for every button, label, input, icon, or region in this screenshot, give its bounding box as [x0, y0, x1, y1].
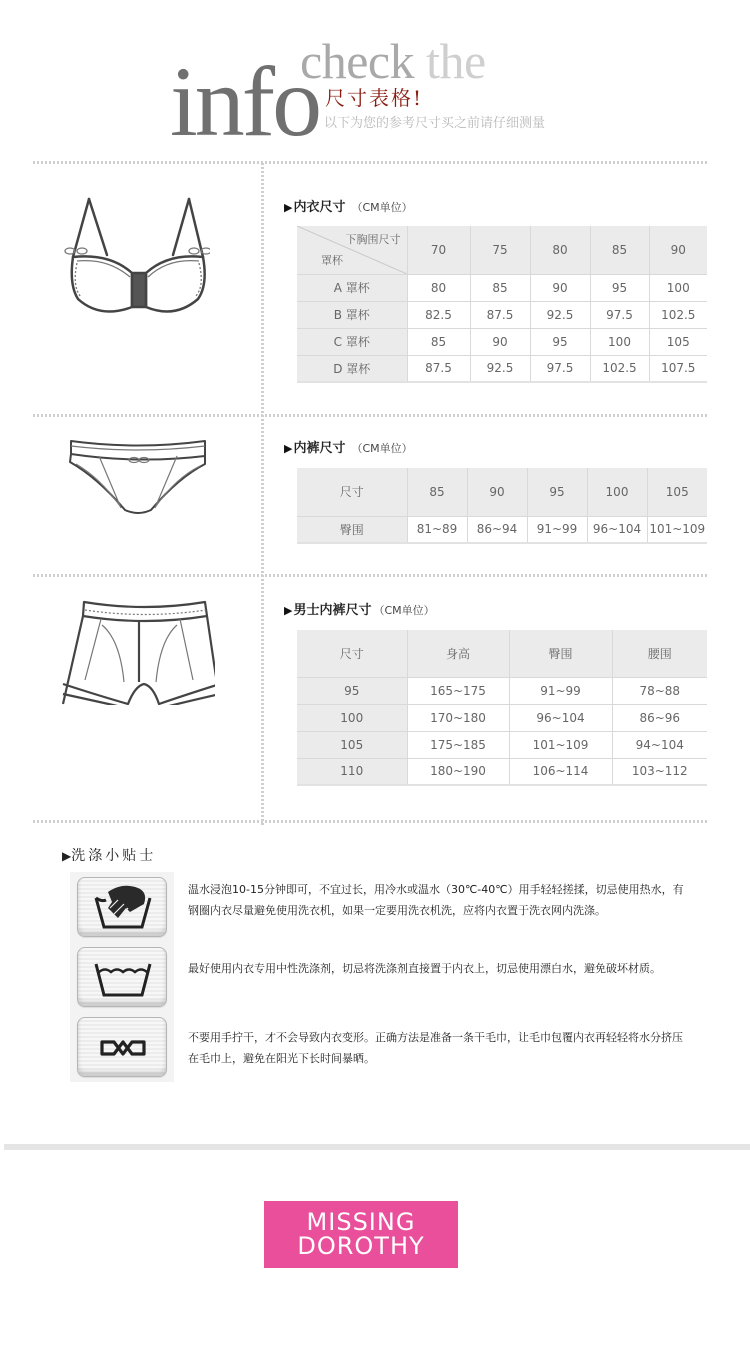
- bra-col-header: 90: [649, 226, 707, 274]
- mens-col-header: 身高: [407, 630, 509, 677]
- bra-icon: [60, 195, 210, 320]
- panty-col-header: 105: [647, 468, 707, 516]
- mens-col-header: 尺寸: [297, 630, 407, 677]
- header-check-word: check: [300, 33, 415, 89]
- bra-cell: 97.5: [530, 355, 590, 382]
- header-the-word: the: [426, 33, 486, 89]
- panty-cell: 81~89: [407, 516, 467, 543]
- mens-col-header: 腰围: [612, 630, 707, 677]
- panty-cell: 101~109: [647, 516, 707, 543]
- table-row: [297, 731, 707, 758]
- bra-cell: 90: [530, 274, 590, 301]
- bra-row-label: B 罩杯: [297, 301, 407, 328]
- mens-size-table: [297, 630, 707, 786]
- panty-size-unit: （CM单位）: [351, 442, 413, 455]
- bra-size-title: 内衣尺寸: [293, 200, 346, 215]
- cup-label: 罩杯: [321, 253, 343, 267]
- mens-cell: 170~180: [407, 704, 509, 731]
- wash-basin-icon: [77, 947, 167, 1007]
- wash-tips-heading: [62, 845, 156, 865]
- wash-tips-title: 洗涤小贴士: [71, 848, 157, 864]
- mens-col-header: 臀围: [509, 630, 612, 677]
- brand-line-2: DOROTHY: [297, 1232, 425, 1260]
- bra-cell: 87.5: [407, 355, 470, 382]
- wash-tip-1: 温水浸泡10-15分钟即可，不宜过长，用冷水或温水（30℃-40℃）用手轻轻搓揉，切忌使用热水，有钢圈内衣尽量避免使用洗衣机，如果一定要用洗衣机洗，应将内衣置于洗衣网内洗涤。: [188, 883, 684, 917]
- bra-size-table: [297, 226, 707, 383]
- bra-size-unit: （CM单位）: [351, 201, 413, 214]
- table-row: [297, 630, 707, 677]
- mens-cell: 96~104: [509, 704, 612, 731]
- table-row: [297, 301, 707, 328]
- table-row: [297, 328, 707, 355]
- bra-cell: 95: [530, 328, 590, 355]
- mens-cell: 78~88: [612, 677, 707, 704]
- bra-col-header: 70: [407, 226, 470, 274]
- bra-cell: 85: [407, 328, 470, 355]
- footer-divider: [4, 1144, 750, 1150]
- panty-col-header: 90: [467, 468, 527, 516]
- panty-col-header: 85: [407, 468, 467, 516]
- table-row: [297, 516, 707, 543]
- panty-col-header: 95: [527, 468, 587, 516]
- divider-3: [33, 574, 707, 577]
- mens-cell: 101~109: [509, 731, 612, 758]
- panty-cell: 96~104: [587, 516, 647, 543]
- mens-cell: 86~96: [612, 704, 707, 731]
- mens-cell: 180~190: [407, 758, 509, 785]
- bra-cell: 102.5: [649, 301, 707, 328]
- mens-row-label: 110: [297, 758, 407, 785]
- divider-2: [33, 414, 707, 417]
- bra-cell: 102.5: [590, 355, 649, 382]
- panty-cell: 91~99: [527, 516, 587, 543]
- bra-cell: 105: [649, 328, 707, 355]
- bra-cell: 87.5: [470, 301, 530, 328]
- bra-cell: 82.5: [407, 301, 470, 328]
- bra-cell: 80: [407, 274, 470, 301]
- triangle-right-icon: ▶: [62, 849, 72, 863]
- mens-cell: 106~114: [509, 758, 612, 785]
- bra-size-heading: [284, 196, 413, 215]
- table-row: [297, 355, 707, 382]
- table-row: [297, 274, 707, 301]
- panty-header-label: 尺寸: [297, 468, 407, 516]
- mens-row-label: 100: [297, 704, 407, 731]
- panty-size-title: 内裤尺寸: [293, 441, 346, 456]
- underbust-label: 下胸围尺寸: [345, 233, 401, 246]
- triangle-right-icon: ▶: [284, 201, 293, 214]
- bra-row-label: A 罩杯: [297, 274, 407, 301]
- boxer-illustration: [60, 600, 215, 709]
- bra-cell: 97.5: [590, 301, 649, 328]
- bra-col-header: 80: [530, 226, 590, 274]
- bra-cell: 107.5: [649, 355, 707, 382]
- divider-4: [33, 820, 707, 823]
- mens-row-label: 95: [297, 677, 407, 704]
- bra-cell: 85: [470, 274, 530, 301]
- header-info-word: info: [170, 46, 320, 157]
- bra-table-corner-cell: [297, 226, 407, 274]
- mens-cell: 165~175: [407, 677, 509, 704]
- mens-cell: 91~99: [509, 677, 612, 704]
- triangle-right-icon: ▶: [284, 604, 293, 617]
- mens-size-unit: （CM单位）: [373, 604, 435, 617]
- mens-size-heading: [284, 599, 435, 618]
- brand-line-1: MISSING: [306, 1208, 416, 1236]
- header-size-chart-title: 尺寸表格!: [325, 86, 424, 110]
- mens-size-title: 男士内裤尺寸: [293, 603, 372, 618]
- bra-row-label: C 罩杯: [297, 328, 407, 355]
- bra-cell: 95: [590, 274, 649, 301]
- panty-size-heading: [284, 437, 413, 456]
- wash-icon-column: [70, 872, 174, 1082]
- brand-logo: [264, 1201, 458, 1268]
- bra-cell: 90: [470, 328, 530, 355]
- do-not-wring-icon: [77, 1017, 167, 1077]
- bra-cell: 92.5: [470, 355, 530, 382]
- bra-illustration: [60, 195, 210, 324]
- header-check-the: [300, 34, 486, 88]
- divider-vertical: [261, 163, 264, 827]
- mens-cell: 175~185: [407, 731, 509, 758]
- bra-col-header: 85: [590, 226, 649, 274]
- triangle-right-icon: ▶: [284, 442, 293, 455]
- boxer-icon: [60, 600, 215, 705]
- mens-row-label: 105: [297, 731, 407, 758]
- header-subtitle: 以下为您的参考尺寸买之前请仔细测量: [324, 116, 546, 131]
- wash-tip-2: 最好使用内衣专用中性洗涤剂，切忌将洗涤剂直接置于内衣上，切忌使用漂白水，避免破坏材质。: [188, 962, 661, 975]
- panty-icon: [68, 438, 208, 520]
- wash-tip-3: 不要用手拧干，才不会导致内衣变形。正确方法是准备一条干毛巾，让毛巾包覆内衣再轻轻将水分挤压在毛巾上，避免在阳光下长时间暴晒。: [188, 1031, 683, 1065]
- bra-cell: 100: [590, 328, 649, 355]
- mens-cell: 103~112: [612, 758, 707, 785]
- bra-cell: 92.5: [530, 301, 590, 328]
- divider-top: [33, 161, 707, 164]
- table-row: [297, 468, 707, 516]
- panty-illustration: [68, 438, 208, 524]
- bra-col-header: 75: [470, 226, 530, 274]
- bra-cell: 100: [649, 274, 707, 301]
- table-row: [297, 677, 707, 704]
- page-header: [0, 0, 750, 157]
- hand-wash-icon: [77, 877, 167, 937]
- table-row: [297, 704, 707, 731]
- panty-size-table: [297, 468, 707, 544]
- panty-col-header: 100: [587, 468, 647, 516]
- table-row: [297, 758, 707, 785]
- mens-cell: 94~104: [612, 731, 707, 758]
- bra-row-label: D 罩杯: [297, 355, 407, 382]
- panty-row-label: 臀围: [297, 516, 407, 543]
- panty-cell: 86~94: [467, 516, 527, 543]
